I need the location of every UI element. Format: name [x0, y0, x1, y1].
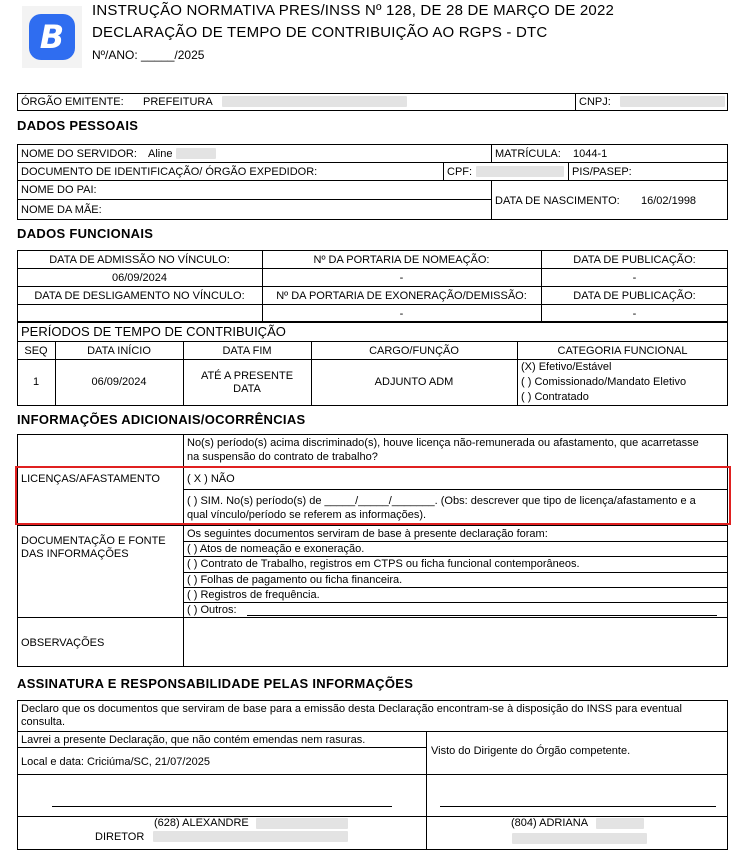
lavrei-text: Lavrei a presente Declaração, que não contém emendas nem rasuras. [21, 734, 366, 746]
doc-item[interactable]: ( ) Registros de frequência. [187, 589, 320, 601]
licenca-question-1: No(s) período(s) acima discriminado(s), houve licença não-remunerada ou afastamento, que acarretasse [187, 437, 699, 449]
redaction [222, 96, 407, 107]
signature-line-1 [52, 806, 392, 807]
redaction [256, 818, 348, 829]
portaria-exoneracao-value: - [399, 308, 404, 320]
admissao-value: 06/09/2024 [111, 272, 168, 284]
cell-fim-1: ATÉ A PRESENTE [200, 370, 294, 382]
portaria-nomeacao-value: - [399, 272, 404, 284]
logo-badge [29, 14, 75, 60]
section-assinatura: ASSINATURA E RESPONSABILIDADE PELAS INFORMAÇÕES [17, 676, 414, 691]
section-dados-funcionais: DADOS FUNCIONAIS [17, 226, 154, 241]
doc-subtitle: DECLARAÇÃO DE TEMPO DE CONTRIBUIÇÃO AO RGPS - DTC [92, 24, 548, 41]
documentos-intro: Os seguintes documentos serviram de base à presente declaração foram: [187, 528, 548, 540]
admissao-label: DATA DE ADMISSÃO NO VÍNCULO: [49, 254, 230, 266]
cat-contratado: ( ) Contratado [521, 391, 589, 403]
licencas-label: LICENÇAS/AFASTAMENTO [21, 473, 160, 485]
declaro-1: Declaro que os documentos que serviram de base para a emissão desta Declaração encontram-se à disposição do INSS para eventual [21, 703, 682, 715]
declaro-2: consulta. [21, 716, 66, 728]
cell-seq: 1 [32, 376, 40, 388]
sig2-name: (804) ADRIANA [511, 817, 589, 829]
periodos-title: PERÍODOS DE TEMPO DE CONTRIBUIÇÃO [21, 324, 286, 339]
cell-fim-2: DATA [233, 383, 261, 395]
cnpj-label: CNPJ: [579, 96, 611, 108]
documentacao-label-1: DOCUMENTAÇÃO E FONTE [21, 535, 166, 547]
redaction [512, 833, 647, 844]
cat-efetivo: (X) Efetivo/Estável [521, 361, 612, 373]
col-data-inicio: DATA INÍCIO [87, 345, 151, 357]
orgao-label: ÓRGÃO EMITENTE: [21, 96, 124, 108]
documento-label: DOCUMENTO DE IDENTIFICAÇÃO/ ÓRGÃO EXPEDIDOR: [21, 166, 318, 178]
publicacao-value-1: - [632, 272, 637, 284]
signature-line-2 [440, 806, 716, 807]
opcao-nao[interactable]: ( X ) NÃO [187, 473, 235, 485]
redaction [476, 166, 564, 177]
orgao-value: PREFEITURA [143, 96, 213, 108]
opcao-sim-1[interactable]: ( ) SIM. No(s) período(s) de _____/_____/_______. (Obs: descrever que tipo de licença/afastamento e a [187, 495, 696, 507]
licenca-question-2: na suspensão do contrato de trabalho? [187, 451, 378, 463]
matricula-value: 1044-1 [573, 148, 608, 160]
col-categoria: CATEGORIA FUNCIONAL [557, 345, 688, 357]
observacoes-label: OBSERVAÇÕES [21, 637, 105, 649]
brand-logo [22, 6, 82, 68]
portaria-exoneracao-label: Nº DA PORTARIA DE EXONERAÇÃO/DEMISSÃO: [276, 290, 527, 302]
nome-servidor-value: Aline [148, 148, 173, 160]
nome-servidor-label: NOME DO SERVIDOR: [21, 148, 137, 160]
publicacao-label-2: DATA DE PUBLICAÇÃO: [573, 290, 696, 302]
cat-comissionado: ( ) Comissionado/Mandato Eletivo [521, 376, 687, 388]
col-data-fim: DATA FIM [222, 345, 272, 357]
matricula-label: MATRÍCULA: [495, 148, 561, 160]
redaction [153, 831, 348, 842]
pai-label: NOME DO PAI: [21, 184, 97, 196]
local-data: Local e data: Criciúma/SC, 21/07/2025 [21, 756, 210, 768]
documentacao-label-2: DAS INFORMAÇÕES [21, 548, 129, 560]
section-info-adicionais: INFORMAÇÕES ADICIONAIS/OCORRÊNCIAS [17, 412, 306, 427]
nascimento-value: 16/02/1998 [641, 195, 697, 207]
sig1-role: DIRETOR [95, 831, 145, 843]
visto-text: Visto do Dirigente do Órgão competente. [431, 745, 631, 757]
mae-label: NOME DA MÃE: [21, 204, 102, 216]
publicacao-value-2: - [632, 308, 637, 320]
doc-item[interactable]: ( ) Atos de nomeação e exoneração. [187, 543, 365, 555]
opcao-sim-2: qual vínculo/período se referem as informações). [187, 509, 427, 521]
doc-title: INSTRUÇÃO NORMATIVA PRES/INSS Nº 128, DE 28 DE MARÇO DE 2022 [92, 2, 615, 19]
col-seq: SEQ [24, 345, 48, 357]
redaction [596, 818, 644, 829]
portaria-nomeacao-label: Nº DA PORTARIA DE NOMEAÇÃO: [313, 254, 490, 266]
desligamento-label: DATA DE DESLIGAMENTO NO VÍNCULO: [34, 290, 245, 302]
logo-letter: B [39, 18, 65, 56]
cell-inicio: 06/09/2024 [91, 376, 147, 388]
publicacao-label-1: DATA DE PUBLICAÇÃO: [573, 254, 696, 266]
doc-number: Nº/ANO: _____/2025 [92, 48, 205, 62]
col-cargo: CARGO/FUNÇÃO [369, 345, 459, 357]
pis-label: PIS/PASEP: [572, 166, 632, 178]
cpf-label: CPF: [447, 166, 473, 178]
doc-item[interactable]: ( ) Folhas de pagamento ou ficha financeira. [187, 574, 403, 586]
section-dados-pessoais: DADOS PESSOAIS [17, 118, 139, 133]
doc-item[interactable]: ( ) Outros: [187, 604, 237, 616]
redaction [620, 96, 725, 107]
doc-item[interactable]: ( ) Contrato de Trabalho, registros em CTPS ou ficha funcional contemporâneos. [187, 558, 580, 570]
sig1-name: (628) ALEXANDRE [154, 817, 249, 829]
cell-cargo: ADJUNTO ADM [374, 376, 454, 388]
redaction [176, 148, 216, 159]
nascimento-label: DATA DE NASCIMENTO: [495, 195, 620, 207]
